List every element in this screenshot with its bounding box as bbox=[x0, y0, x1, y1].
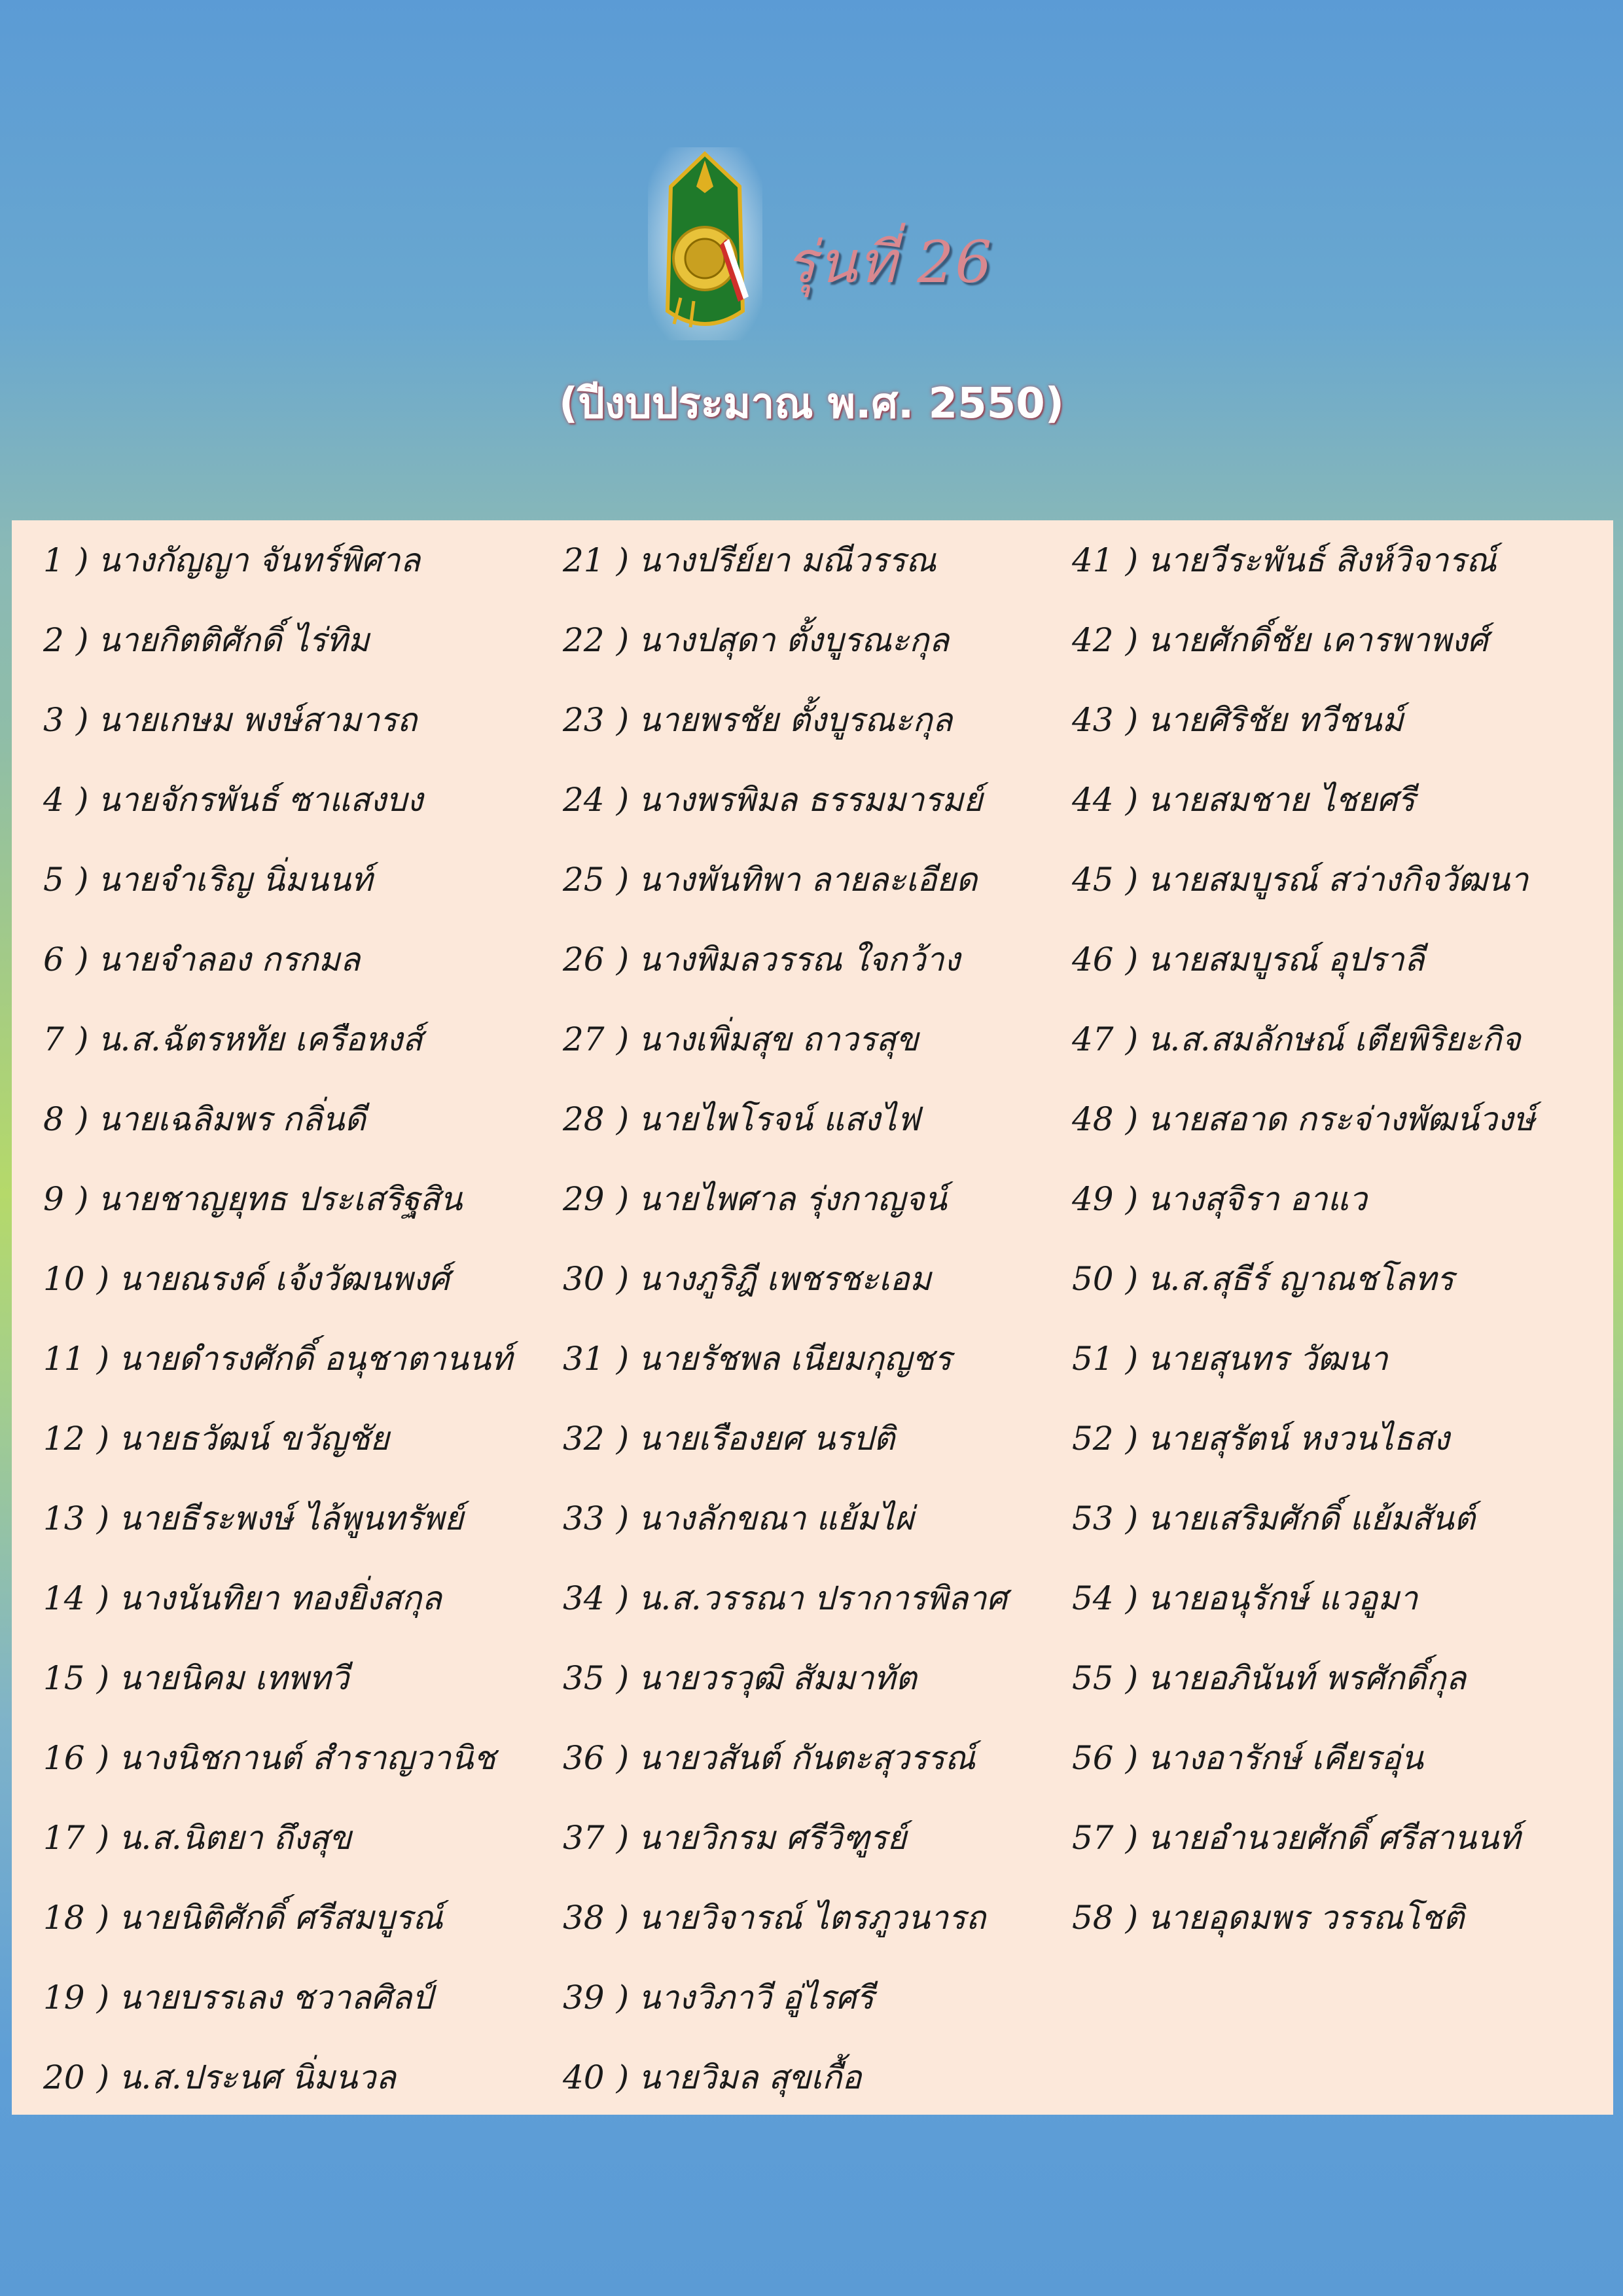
number-separator: ) bbox=[1125, 1819, 1139, 1857]
member-number: 23 bbox=[563, 701, 605, 739]
number-separator: ) bbox=[75, 1180, 89, 1218]
member-number: 55 bbox=[1072, 1659, 1114, 1697]
number-separator: ) bbox=[1125, 1420, 1139, 1458]
member-number: 18 bbox=[43, 1899, 85, 1937]
member-name: น.ส.สมลักษณ์ เตียพิริยะกิจ bbox=[1147, 1020, 1521, 1058]
number-separator: ) bbox=[616, 1899, 630, 1937]
member-name: นายเกษม พงษ์สามารถ bbox=[98, 701, 418, 739]
member-name: นายรัชพล เนียมกุญชร bbox=[638, 1340, 952, 1378]
member-number: 16 bbox=[43, 1739, 85, 1777]
list-item bbox=[43, 1239, 450, 1319]
member-name: น.ส.วรรณา ปราการพิลาศ bbox=[638, 1579, 1008, 1617]
page-subtitle: (ปีงบประมาณ พ.ศ. 2550) bbox=[559, 380, 1064, 428]
list-item bbox=[563, 1319, 952, 1399]
member-number: 37 bbox=[563, 1819, 605, 1857]
member-number: 4 bbox=[43, 781, 64, 819]
member-name: นางพรพิมล ธรรมมารมย์ bbox=[638, 781, 983, 819]
number-separator: ) bbox=[616, 861, 630, 899]
number-separator: ) bbox=[616, 1100, 630, 1138]
list-item bbox=[1072, 1479, 1475, 1558]
member-number: 20 bbox=[43, 2058, 85, 2096]
number-separator: ) bbox=[75, 1020, 89, 1058]
member-number: 35 bbox=[563, 1659, 605, 1697]
member-number: 10 bbox=[43, 1260, 85, 1298]
member-number: 57 bbox=[1072, 1819, 1114, 1857]
number-separator: ) bbox=[1125, 541, 1139, 579]
member-name: นายนิติศักดิ์ ศรีสมบูรณ์ bbox=[118, 1899, 443, 1937]
member-number: 47 bbox=[1072, 1020, 1114, 1058]
number-separator: ) bbox=[1125, 1340, 1139, 1378]
number-separator: ) bbox=[1125, 1579, 1139, 1617]
member-name: นางปสุดา ตั้งบูรณะกุล bbox=[638, 621, 950, 659]
member-number: 15 bbox=[43, 1659, 85, 1697]
list-item bbox=[43, 1878, 443, 1958]
member-number: 54 bbox=[1072, 1579, 1114, 1617]
member-number: 44 bbox=[1072, 781, 1114, 819]
member-name: นางพันทิพา ลายละเอียด bbox=[638, 861, 978, 899]
member-name: นายวีระพันธ์ สิงห์วิจารณ์ bbox=[1147, 541, 1497, 579]
member-number: 53 bbox=[1072, 1499, 1114, 1537]
list-item bbox=[43, 1718, 495, 1798]
number-separator: ) bbox=[1125, 941, 1139, 978]
number-separator: ) bbox=[616, 1420, 630, 1458]
member-name: นายวิจารณ์ ไตรภูวนารถ bbox=[638, 1899, 986, 1937]
number-separator: ) bbox=[75, 701, 89, 739]
member-name: นายชาญยุทธ ประเสริฐสิน bbox=[98, 1180, 463, 1218]
list-item bbox=[43, 1479, 463, 1558]
member-number: 13 bbox=[43, 1499, 85, 1537]
member-number: 17 bbox=[43, 1819, 85, 1857]
list-item bbox=[563, 1638, 917, 1718]
member-number: 11 bbox=[43, 1340, 85, 1378]
number-separator: ) bbox=[96, 1819, 110, 1857]
member-name: นายพรชัย ตั้งบูรณะกุล bbox=[638, 701, 953, 739]
number-separator: ) bbox=[616, 1739, 630, 1777]
list-item bbox=[563, 520, 936, 600]
member-name: นายสมชาย ไชยศรี bbox=[1147, 781, 1416, 819]
number-separator: ) bbox=[1125, 1739, 1139, 1777]
number-separator: ) bbox=[616, 701, 630, 739]
member-number: 2 bbox=[43, 621, 64, 659]
member-name: นางอารักษ์ เคียรอุ่น bbox=[1147, 1739, 1423, 1777]
list-item bbox=[43, 1558, 442, 1638]
member-name: นายสุรัตน์ หงวนไธสง bbox=[1147, 1420, 1450, 1458]
member-number: 19 bbox=[43, 1979, 85, 2017]
number-separator: ) bbox=[1125, 621, 1139, 659]
member-name: นางพิมลวรรณ ใจกว้าง bbox=[638, 941, 960, 978]
member-name: นายกิตติศักดิ์ ไร่ทิม bbox=[98, 621, 370, 659]
list-item bbox=[563, 1878, 986, 1958]
member-number: 27 bbox=[563, 1020, 605, 1058]
list-item bbox=[1072, 999, 1521, 1079]
number-separator: ) bbox=[1125, 1100, 1139, 1138]
number-separator: ) bbox=[75, 781, 89, 819]
member-name: นางนิชกานต์ สำราญวานิช bbox=[118, 1739, 496, 1777]
member-name: นายธวัฒน์ ขวัญชัย bbox=[118, 1420, 389, 1458]
number-separator: ) bbox=[96, 1260, 110, 1298]
member-name: นายเฉลิมพร กลิ่นดี bbox=[98, 1100, 366, 1138]
number-separator: ) bbox=[96, 1420, 110, 1458]
number-separator: ) bbox=[75, 1100, 89, 1138]
member-number: 41 bbox=[1072, 541, 1114, 579]
member-number: 6 bbox=[43, 941, 64, 978]
list-item bbox=[1072, 680, 1404, 760]
list-item bbox=[43, 1958, 433, 2037]
list-item bbox=[1072, 520, 1497, 600]
member-name: นางกัญญา จันทร์พิศาล bbox=[98, 541, 421, 579]
number-separator: ) bbox=[96, 1499, 110, 1537]
number-separator: ) bbox=[616, 941, 630, 978]
number-separator: ) bbox=[616, 1340, 630, 1378]
list-item bbox=[43, 840, 372, 920]
member-number: 26 bbox=[563, 941, 605, 978]
list-item bbox=[563, 1558, 1007, 1638]
list-item bbox=[563, 840, 977, 920]
member-name: นายธีระพงษ์ ไล้พูนทรัพย์ bbox=[118, 1499, 464, 1537]
member-name: นายวรวุฒิ สัมมาทัต bbox=[638, 1659, 917, 1697]
member-number: 12 bbox=[43, 1420, 85, 1458]
list-item bbox=[563, 680, 952, 760]
member-name: นายอุดมพร วรรณโชติ bbox=[1147, 1899, 1465, 1937]
member-name: นายสมบูรณ์ อุปราลี bbox=[1147, 941, 1425, 978]
number-separator: ) bbox=[616, 621, 630, 659]
number-separator: ) bbox=[1125, 1020, 1139, 1058]
member-name: นายเรืองยศ นรปติ bbox=[638, 1420, 895, 1458]
list-item bbox=[43, 760, 423, 840]
list-item bbox=[43, 1319, 512, 1399]
member-number: 22 bbox=[563, 621, 605, 659]
list-item bbox=[1072, 600, 1488, 680]
list-item bbox=[1072, 1079, 1535, 1159]
member-name: นายณรงค์ เจ้งวัฒนพงศ์ bbox=[118, 1260, 450, 1298]
member-number: 40 bbox=[563, 2058, 605, 2096]
list-item bbox=[563, 1798, 906, 1878]
list-item bbox=[43, 1638, 349, 1718]
member-name: นายจักรพันธ์ ซาแสงบง bbox=[98, 781, 423, 819]
number-separator: ) bbox=[616, 1979, 630, 2017]
number-separator: ) bbox=[1125, 1899, 1139, 1937]
number-separator: ) bbox=[616, 1819, 630, 1857]
member-number: 45 bbox=[1072, 861, 1114, 899]
list-item bbox=[43, 1399, 389, 1479]
list-item bbox=[43, 600, 369, 680]
member-number: 52 bbox=[1072, 1420, 1114, 1458]
number-separator: ) bbox=[75, 941, 89, 978]
number-separator: ) bbox=[1125, 861, 1139, 899]
member-name: นายสอาด กระจ่างพัฒน์วงษ์ bbox=[1147, 1100, 1535, 1138]
member-number: 42 bbox=[1072, 621, 1114, 659]
number-separator: ) bbox=[1125, 1659, 1139, 1697]
member-name: น.ส.นิตยา ถึงสุข bbox=[118, 1819, 351, 1857]
member-list-panel bbox=[12, 520, 1613, 2115]
list-item bbox=[563, 1079, 920, 1159]
number-separator: ) bbox=[96, 2058, 110, 2096]
member-number: 5 bbox=[43, 861, 64, 899]
number-separator: ) bbox=[616, 1260, 630, 1298]
member-name: นายอภินันท์ พรศักดิ์กุล bbox=[1147, 1659, 1467, 1697]
number-separator: ) bbox=[616, 781, 630, 819]
member-number: 24 bbox=[563, 781, 605, 819]
list-item bbox=[1072, 1878, 1464, 1958]
list-item bbox=[1072, 760, 1415, 840]
member-number: 21 bbox=[563, 541, 605, 579]
list-item bbox=[1072, 1718, 1423, 1798]
member-number: 49 bbox=[1072, 1180, 1114, 1218]
list-item bbox=[43, 999, 423, 1079]
list-item bbox=[43, 2037, 396, 2117]
member-number: 3 bbox=[43, 701, 64, 739]
member-number: 32 bbox=[563, 1420, 605, 1458]
list-item bbox=[1072, 1319, 1388, 1399]
member-number: 46 bbox=[1072, 941, 1114, 978]
list-item bbox=[563, 999, 918, 1079]
member-name: นายอนุรักษ์ แวอูมา bbox=[1147, 1579, 1418, 1617]
list-item bbox=[1072, 920, 1424, 999]
member-number: 29 bbox=[563, 1180, 605, 1218]
number-separator: ) bbox=[616, 1180, 630, 1218]
number-separator: ) bbox=[1125, 1499, 1139, 1537]
member-name: นายวสันต์ กันตะสุวรรณ์ bbox=[638, 1739, 976, 1777]
number-separator: ) bbox=[1125, 701, 1139, 739]
member-number: 34 bbox=[563, 1579, 605, 1617]
number-separator: ) bbox=[96, 1739, 110, 1777]
number-separator: ) bbox=[616, 1499, 630, 1537]
member-name: นายอำนวยศักดิ์ ศรีสานนท์ bbox=[1147, 1819, 1521, 1857]
number-separator: ) bbox=[96, 1979, 110, 2017]
member-name: นางเพิ่มสุข ถาวรสุข bbox=[638, 1020, 919, 1058]
list-item bbox=[43, 520, 420, 600]
agency-emblem-icon bbox=[648, 147, 762, 340]
member-number: 50 bbox=[1072, 1260, 1114, 1298]
member-name: นายวิมล สุขเกื้อ bbox=[638, 2058, 862, 2096]
list-item bbox=[43, 1159, 462, 1239]
list-item bbox=[1072, 1558, 1418, 1638]
list-item bbox=[1072, 840, 1528, 920]
list-item bbox=[43, 1079, 366, 1159]
list-item bbox=[563, 1239, 931, 1319]
member-number: 7 bbox=[43, 1020, 64, 1058]
member-name: นายจำเริญ นิ่มนนท์ bbox=[98, 861, 373, 899]
member-name: นายสุนทร วัฒนา bbox=[1147, 1340, 1388, 1378]
list-item bbox=[563, 600, 949, 680]
member-name: นางนันทิยา ทองยิ่งสกุล bbox=[118, 1579, 442, 1617]
member-name: นายเสริมศักดิ์ แย้มสันต์ bbox=[1147, 1499, 1476, 1537]
member-name: นางลักขณา แย้มไผ่ bbox=[638, 1499, 914, 1537]
member-number: 39 bbox=[563, 1979, 605, 2017]
member-number: 58 bbox=[1072, 1899, 1114, 1937]
member-number: 38 bbox=[563, 1899, 605, 1937]
page-title: รุ่นที่ 26 bbox=[785, 228, 993, 296]
number-separator: ) bbox=[1125, 1260, 1139, 1298]
member-name: นายนิคม เทพทวี bbox=[118, 1659, 349, 1697]
number-separator: ) bbox=[616, 1659, 630, 1697]
list-item bbox=[563, 920, 960, 999]
member-name: นายบรรเลง ชวาลศิลป์ bbox=[118, 1979, 433, 2017]
list-item bbox=[563, 760, 982, 840]
member-name: นางวิภาวี อู่ไรศรี bbox=[638, 1979, 874, 2017]
member-name: นางปรีย์ยา มณีวรรณ bbox=[638, 541, 936, 579]
page-header bbox=[0, 0, 1623, 511]
number-separator: ) bbox=[96, 1659, 110, 1697]
list-item bbox=[1072, 1638, 1466, 1718]
list-item bbox=[1072, 1159, 1367, 1239]
member-number: 43 bbox=[1072, 701, 1114, 739]
member-name: นายศักดิ์ชัย เคารพาพงศ์ bbox=[1147, 621, 1488, 659]
list-item bbox=[563, 1159, 947, 1239]
member-number: 9 bbox=[43, 1180, 64, 1218]
member-number: 33 bbox=[563, 1499, 605, 1537]
list-item bbox=[1072, 1399, 1450, 1479]
member-number: 28 bbox=[563, 1100, 605, 1138]
member-number: 25 bbox=[563, 861, 605, 899]
list-item bbox=[563, 1399, 895, 1479]
number-separator: ) bbox=[75, 621, 89, 659]
number-separator: ) bbox=[616, 1020, 630, 1058]
list-item bbox=[563, 1718, 975, 1798]
member-number: 56 bbox=[1072, 1739, 1114, 1777]
member-number: 31 bbox=[563, 1340, 605, 1378]
number-separator: ) bbox=[96, 1899, 110, 1937]
member-number: 14 bbox=[43, 1579, 85, 1617]
list-item bbox=[563, 2037, 861, 2117]
list-item bbox=[563, 1958, 874, 2037]
member-number: 1 bbox=[43, 541, 64, 579]
member-number: 30 bbox=[563, 1260, 605, 1298]
list-item bbox=[1072, 1798, 1520, 1878]
number-separator: ) bbox=[616, 2058, 630, 2096]
member-name: นางภูริฎี เพชรชะเอม bbox=[638, 1260, 931, 1298]
member-name: นายศิริชัย ทวีชนม์ bbox=[1147, 701, 1404, 739]
member-name: น.ส.ฉัตรหทัย เครือหงส์ bbox=[98, 1020, 423, 1058]
number-separator: ) bbox=[96, 1579, 110, 1617]
member-name: นายจำลอง กรกมล bbox=[98, 941, 361, 978]
list-item bbox=[43, 1798, 351, 1878]
member-name: นางสุจิรา อาแว bbox=[1147, 1180, 1367, 1218]
member-name: นายสมบูรณ์ สว่างกิจวัฒนา bbox=[1147, 861, 1529, 899]
member-number: 51 bbox=[1072, 1340, 1114, 1378]
list-item bbox=[563, 1479, 914, 1558]
list-item bbox=[43, 920, 360, 999]
list-item bbox=[1072, 1239, 1454, 1319]
number-separator: ) bbox=[616, 541, 630, 579]
number-separator: ) bbox=[75, 861, 89, 899]
number-separator: ) bbox=[1125, 781, 1139, 819]
member-number: 48 bbox=[1072, 1100, 1114, 1138]
number-separator: ) bbox=[1125, 1180, 1139, 1218]
number-separator: ) bbox=[616, 1579, 630, 1617]
member-name: นายไพโรจน์ แสงไฟ bbox=[638, 1100, 920, 1138]
number-separator: ) bbox=[96, 1340, 110, 1378]
member-name: นายวิกรม ศรีวิฑูรย์ bbox=[638, 1819, 907, 1857]
number-separator: ) bbox=[75, 541, 89, 579]
member-name: นายไพศาล รุ่งกาญจน์ bbox=[638, 1180, 947, 1218]
member-number: 36 bbox=[563, 1739, 605, 1777]
member-name: น.ส.สุธีร์ ญาณชโลทร bbox=[1147, 1260, 1454, 1298]
member-name: นายดำรงศักดิ์ อนุชาตานนท์ bbox=[118, 1340, 512, 1378]
list-item bbox=[43, 680, 417, 760]
member-number: 8 bbox=[43, 1100, 64, 1138]
member-name: น.ส.ประนศ นิ่มนวล bbox=[118, 2058, 396, 2096]
